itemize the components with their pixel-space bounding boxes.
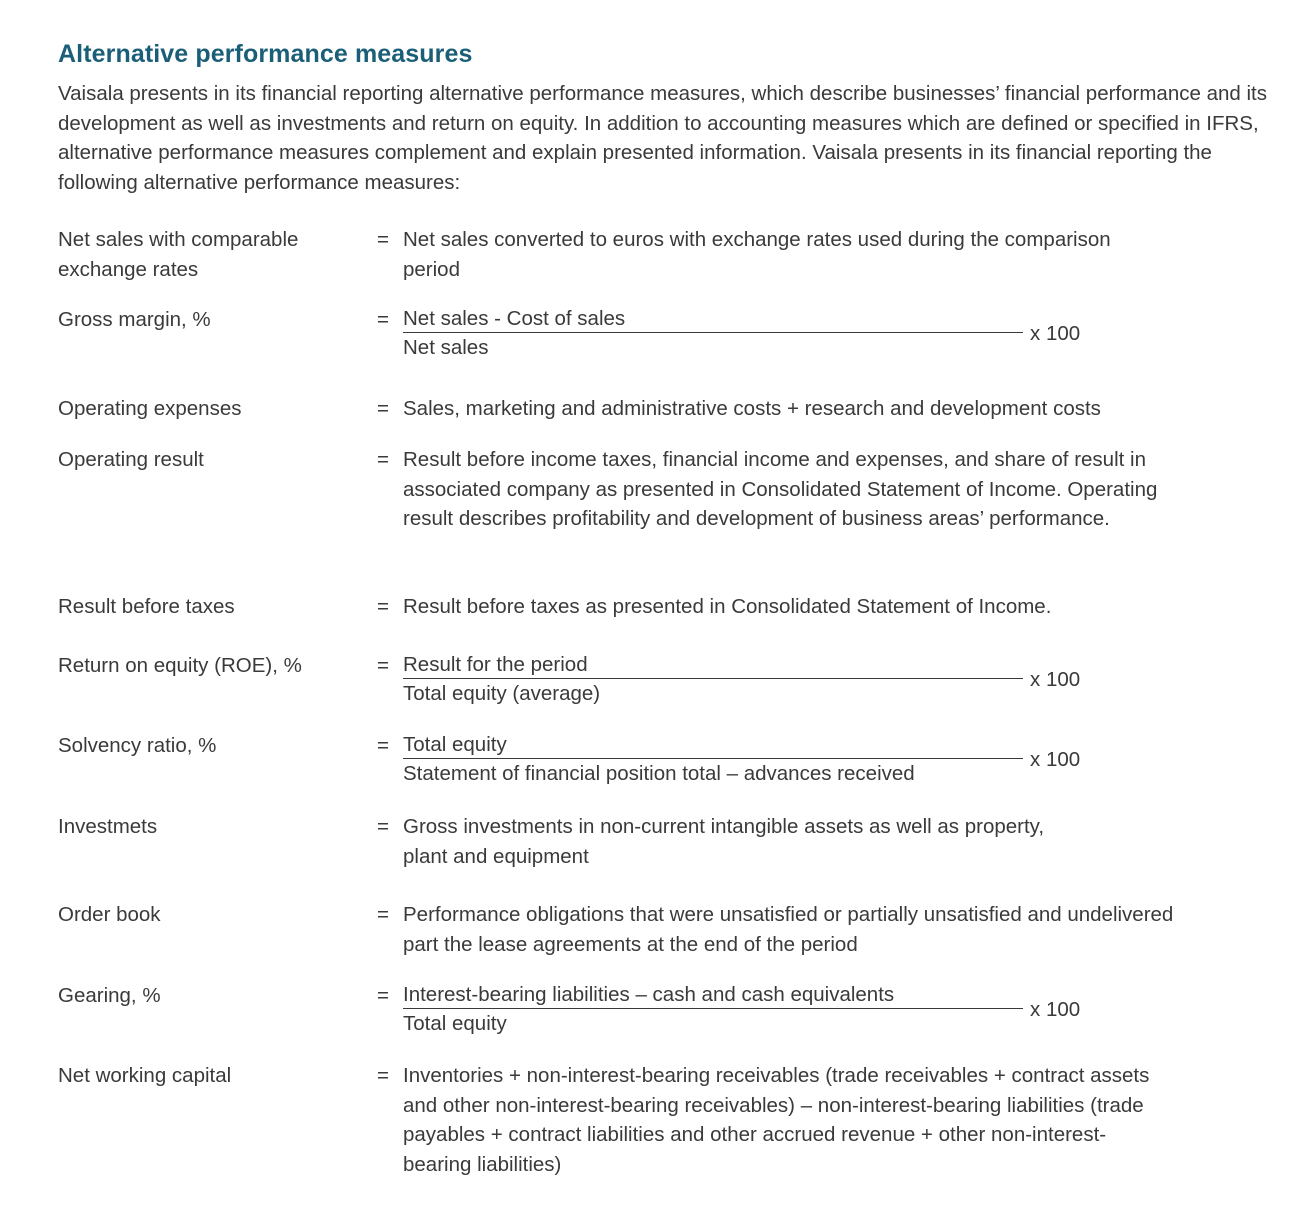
equals-sign: = — [377, 595, 389, 618]
measure-term: Operating result — [58, 448, 204, 471]
measure-definition: Result before taxes as presented in Consolidated Statement of Income. — [403, 595, 1052, 618]
measure-term: Result before taxes — [58, 595, 235, 618]
measure-term: Return on equity (ROE), % — [58, 654, 302, 677]
equals-sign: = — [377, 448, 389, 471]
formula-numerator: Result for the period — [403, 651, 1023, 679]
measure-definition: Net sales converted to euros with exchange rates used during the comparison period — [403, 228, 1111, 281]
measure-definition: Inventories + non-interest-bearing receivables (trade receivables + contract assets and other non-interest-bearing receivables) – non-interest-bearing liabilities (trade payables + contract liabilities and other accrued revenue + other non-interest-bearing liabilities) — [403, 1064, 1150, 1176]
formula-multiplier: x 100 — [1030, 998, 1081, 1021]
formula-fraction — [403, 305, 1093, 362]
formula-denominator: Total equity — [403, 1012, 507, 1035]
intro-paragraph: Vaisala presents in its financial reporting alternative performance measures, which describe businesses’ financial performance and its development as well as investments and return on equity. In addition to accounting measures which are defined or specified in IFRS, alternative performance measures complement and explain presented information. Vaisala presents in its financial reporting the following alternative performance measures: — [58, 82, 1267, 194]
formula-numerator: Net sales - Cost of sales — [403, 305, 1023, 333]
measure-definition: Sales, marketing and administrative costs + research and development costs — [403, 397, 1101, 420]
equals-sign: = — [377, 815, 389, 838]
formula-denominator: Total equity (average) — [403, 682, 601, 705]
measure-term: Investmets — [58, 815, 158, 838]
formula-multiplier: x 100 — [1030, 322, 1081, 345]
measure-term: Gearing, % — [58, 984, 161, 1007]
formula-numerator: Interest-bearing liabilities – cash and cash equivalents — [403, 981, 1023, 1009]
measure-term: Net working capital — [58, 1064, 232, 1087]
equals-sign: = — [377, 903, 389, 926]
formula-multiplier: x 100 — [1030, 748, 1081, 771]
formula-fraction — [403, 731, 1093, 788]
measure-definition: Gross investments in non-current intangible assets as well as property, plant and equipment — [403, 815, 1045, 868]
formula-multiplier: x 100 — [1030, 668, 1081, 691]
formula-fraction — [403, 651, 1093, 708]
measure-term: Gross margin, % — [58, 308, 211, 331]
equals-sign: = — [377, 654, 389, 677]
equals-sign: = — [377, 984, 389, 1007]
formula-denominator: Statement of financial position total – advances received — [403, 762, 915, 785]
equals-sign: = — [377, 308, 389, 331]
page — [58, 38, 1273, 197]
measure-term: Operating expenses — [58, 397, 242, 420]
measure-term: Net sales with comparable exchange rates — [58, 228, 299, 281]
equals-sign: = — [377, 1064, 389, 1087]
measure-definition: Performance obligations that were unsatisfied or partially unsatisfied and undelivered part the lease agreements at the end of the period — [403, 903, 1174, 956]
equals-sign: = — [377, 734, 389, 757]
equals-sign: = — [377, 397, 389, 420]
equals-sign: = — [377, 228, 389, 251]
measure-definition: Result before income taxes, financial income and expenses, and share of result in associated company as presented in Consolidated Statement of Income. Operating result describes profitability and development of business areas’ performance. — [403, 448, 1158, 530]
formula-numerator: Total equity — [403, 731, 1023, 759]
formula-denominator: Net sales — [403, 336, 489, 359]
page-title: Alternative performance measures — [58, 40, 473, 68]
measure-term: Solvency ratio, % — [58, 734, 217, 757]
measure-term: Order book — [58, 903, 161, 926]
formula-fraction — [403, 981, 1093, 1038]
